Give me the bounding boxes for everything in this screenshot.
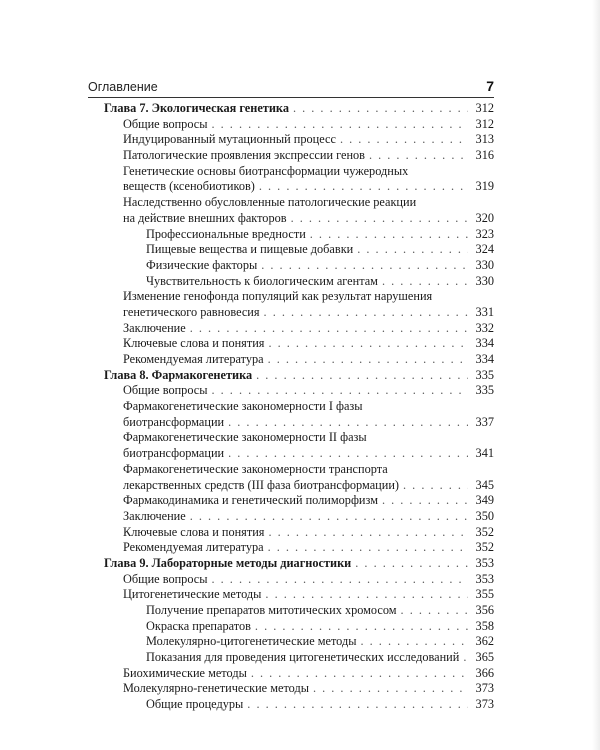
- toc-entry-page: 334: [475, 336, 494, 351]
- toc-entry-page: 345: [475, 477, 494, 492]
- toc-entry-line: [146, 274, 494, 290]
- dot-leader: [251, 666, 468, 682]
- dot-leader: [265, 587, 468, 603]
- toc-entry-line: [123, 211, 494, 227]
- dot-leader: [190, 321, 468, 337]
- toc-entry-title: Фармакодинамика и генетический полиморфизм: [123, 493, 378, 508]
- toc-entry-line: [123, 681, 494, 697]
- toc-section-entry[interactable]: [104, 211, 494, 227]
- dot-leader: [361, 634, 469, 650]
- toc-entry-page: 365: [475, 650, 494, 665]
- toc-entry-page: 352: [475, 540, 494, 555]
- dot-leader: [313, 681, 468, 697]
- toc-entry-page: 330: [475, 273, 494, 288]
- toc-entry-title: Рекомендуемая литература: [123, 352, 264, 366]
- dot-leader: [256, 368, 468, 384]
- toc-entry-title: Индуцированный мутационный процесс: [123, 132, 336, 147]
- table-of-contents: [104, 101, 494, 713]
- dot-leader: [401, 603, 468, 619]
- toc-entry-title-line: Фармакогенетические закономерности I фазы: [123, 399, 363, 414]
- toc-entry-title: Профессиональные вредности: [146, 226, 306, 241]
- toc-entry-page: 341: [475, 446, 494, 461]
- toc-subsection-entry[interactable]: [104, 258, 494, 274]
- toc-entry-page: 366: [475, 665, 494, 680]
- toc-entry-page: 373: [475, 697, 494, 712]
- toc-section-entry[interactable]: [104, 587, 494, 603]
- dot-leader: [264, 305, 468, 321]
- toc-entry-title: биотрансформации: [123, 446, 225, 461]
- toc-entry-page: 335: [475, 383, 494, 398]
- toc-section-entry[interactable]: [104, 289, 494, 305]
- toc-entry-line: [104, 368, 494, 384]
- toc-entry-page: 352: [475, 524, 494, 539]
- dot-leader: [247, 697, 468, 713]
- toc-subsection-entry[interactable]: [104, 227, 494, 243]
- toc-entry-line: [104, 556, 494, 572]
- toc-chapter-entry[interactable]: [104, 101, 494, 117]
- toc-entry-line: [146, 650, 494, 666]
- toc-entry-title: Общие вопросы: [123, 571, 208, 586]
- toc-entry-page: 319: [475, 179, 494, 194]
- toc-entry-title: Пищевые вещества и пищевые добавки: [146, 242, 354, 257]
- toc-section-entry[interactable]: [104, 352, 494, 368]
- toc-entry-line: [123, 352, 494, 368]
- toc-entry-page: 330: [475, 257, 494, 272]
- toc-entry-line: [123, 148, 494, 164]
- toc-subsection-entry[interactable]: [104, 634, 494, 650]
- dot-leader: [369, 148, 468, 164]
- toc-entry-line: [123, 666, 494, 682]
- dot-leader: [463, 650, 468, 666]
- toc-entry-line: [123, 179, 494, 195]
- toc-entry-line: [123, 446, 494, 462]
- toc-entry-title: Глава 8. Фармакогенетика: [104, 367, 253, 382]
- toc-entry-title: Глава 9. Лабораторные методы диагностики: [104, 555, 352, 570]
- toc-entry-page: 350: [475, 508, 494, 523]
- toc-section-entry[interactable]: [104, 509, 494, 525]
- toc-section-entry[interactable]: [104, 681, 494, 697]
- toc-entry-title: Ключевые слова и понятия: [123, 336, 265, 351]
- toc-entry-page: 337: [475, 414, 494, 429]
- toc-section-entry[interactable]: [104, 179, 494, 195]
- toc-entry-page: 331: [475, 304, 494, 319]
- toc-entry-line: [123, 572, 494, 588]
- dot-leader: [357, 242, 468, 258]
- toc-section-entry[interactable]: [104, 430, 494, 446]
- dot-leader: [268, 525, 468, 541]
- page-edge-shadow: [592, 0, 600, 750]
- toc-chapter-entry[interactable]: [104, 556, 494, 572]
- toc-entry-title: веществ (ксенобиотиков): [123, 179, 255, 194]
- toc-entry-title: Показания для проведения цитогенетических исследований: [146, 650, 460, 665]
- toc-entry-title: Заключение: [123, 320, 186, 335]
- toc-section-entry[interactable]: [104, 132, 494, 148]
- toc-entry-title: Молекулярно-цитогенетические методы: [146, 634, 357, 649]
- toc-section-entry[interactable]: [104, 336, 494, 352]
- toc-entry-line: [146, 697, 494, 713]
- toc-entry-title: Общие вопросы: [123, 383, 208, 398]
- toc-entry-line: [123, 493, 494, 509]
- toc-chapter-entry[interactable]: [104, 368, 494, 384]
- toc-section-entry[interactable]: [104, 446, 494, 462]
- toc-entry-line: [104, 101, 494, 117]
- toc-entry-page: 323: [475, 226, 494, 241]
- toc-entry-title: Ключевые слова и понятия: [123, 524, 265, 539]
- toc-entry-page: 356: [475, 603, 494, 617]
- toc-section-entry[interactable]: [104, 462, 494, 478]
- toc-entry-page: 316: [475, 148, 494, 163]
- toc-entry-line: [146, 619, 494, 635]
- toc-entry-title: Глава 7. Экологическая генетика: [104, 101, 289, 115]
- dot-leader: [340, 132, 468, 148]
- toc-entry-title: Биохимические методы: [123, 665, 247, 680]
- toc-entry-title: биотрансформации: [123, 414, 225, 429]
- dot-leader: [190, 509, 468, 525]
- toc-entry-line: [123, 509, 494, 525]
- toc-entry-page: 312: [475, 101, 494, 115]
- toc-section-entry[interactable]: [104, 164, 494, 180]
- toc-section-entry[interactable]: [104, 540, 494, 556]
- header-page-number: 7: [486, 78, 494, 94]
- toc-subsection-entry[interactable]: [104, 619, 494, 635]
- dot-leader: [403, 478, 468, 494]
- dot-leader: [355, 556, 468, 572]
- toc-entry-page: 362: [475, 634, 494, 649]
- toc-entry-line: [123, 336, 494, 352]
- dot-leader: [310, 227, 468, 243]
- toc-section-entry[interactable]: [104, 666, 494, 682]
- toc-entry-line: [146, 603, 494, 619]
- toc-subsection-entry[interactable]: [104, 242, 494, 258]
- toc-entry-page: 332: [475, 320, 494, 335]
- toc-entry-page: 335: [475, 367, 494, 382]
- toc-entry-page: 349: [475, 493, 494, 508]
- toc-subsection-entry[interactable]: [104, 650, 494, 666]
- toc-entry-page: 373: [475, 681, 494, 696]
- dot-leader: [268, 352, 468, 368]
- toc-entry-title: Рекомендуемая литература: [123, 540, 264, 555]
- toc-entry-line: [123, 321, 494, 337]
- toc-entry-page: 324: [475, 242, 494, 257]
- toc-entry-line: [123, 132, 494, 148]
- toc-entry-page: 353: [475, 571, 494, 586]
- dot-leader: [261, 258, 468, 274]
- toc-entry-title: Заключение: [123, 508, 186, 523]
- dot-leader: [212, 117, 469, 133]
- toc-entry-line: [123, 587, 494, 603]
- toc-entry-line: [123, 415, 494, 431]
- toc-entry-line: [123, 305, 494, 321]
- dot-leader: [212, 572, 469, 588]
- toc-entry-title-line: Изменение генофонда популяций как результат нарушения: [123, 289, 433, 304]
- dot-leader: [291, 211, 468, 227]
- toc-entry-title-line: Генетические основы биотрансформации чужеродных: [123, 163, 409, 178]
- toc-entry-page: 353: [475, 555, 494, 570]
- toc-entry-title-line: Наследственно обусловленные патологические реакции: [123, 195, 417, 210]
- dot-leader: [255, 619, 468, 635]
- toc-entry-page: 358: [475, 618, 494, 633]
- toc-entry-line: [146, 634, 494, 650]
- toc-entry-title: Молекулярно-генетические методы: [123, 681, 309, 696]
- dot-leader: [382, 493, 468, 509]
- toc-entry-title: Общие процедуры: [146, 697, 244, 712]
- toc-entry-page: 313: [475, 132, 494, 147]
- toc-entry-line: [146, 258, 494, 274]
- toc-entry-page: 355: [475, 587, 494, 602]
- dot-leader: [268, 336, 468, 352]
- toc-entry-line: [146, 227, 494, 243]
- toc-entry-title: Общие вопросы: [123, 116, 208, 131]
- header-rule: [88, 97, 494, 98]
- toc-entry-title: Получение препаратов митотических хромосом: [146, 603, 397, 617]
- toc-entry-title: Патологические проявления экспрессии генов: [123, 148, 365, 163]
- toc-entry-page: 320: [475, 210, 494, 225]
- toc-entry-title: на действие внешних факторов: [123, 210, 287, 225]
- dot-leader: [293, 101, 468, 117]
- toc-subsection-entry[interactable]: [104, 274, 494, 290]
- dot-leader: [228, 415, 468, 431]
- toc-entry-title: Цитогенетические методы: [123, 587, 262, 602]
- toc-subsection-entry[interactable]: [104, 603, 494, 619]
- toc-entry-line: [123, 540, 494, 556]
- toc-section-entry[interactable]: [104, 383, 494, 399]
- toc-entry-page: 334: [475, 352, 494, 366]
- toc-section-entry[interactable]: [104, 117, 494, 133]
- toc-subsection-entry[interactable]: [104, 697, 494, 713]
- toc-entry-line: [123, 117, 494, 133]
- toc-section-entry[interactable]: [104, 493, 494, 509]
- toc-entry-title: Чувствительность к биологическим агентам: [146, 273, 378, 288]
- toc-section-entry[interactable]: [104, 478, 494, 494]
- toc-entry-line: [123, 525, 494, 541]
- toc-section-entry[interactable]: [104, 305, 494, 321]
- toc-entry-title-line: Фармакогенетические закономерности транспорта: [123, 461, 388, 476]
- toc-entry-title-line: Фармакогенетические закономерности II фазы: [123, 430, 367, 445]
- toc-section-entry[interactable]: [104, 321, 494, 337]
- toc-section-entry[interactable]: [104, 148, 494, 164]
- toc-entry-line: [146, 242, 494, 258]
- toc-entry-title: генетического равновесия: [123, 304, 260, 319]
- toc-entry-title: лекарственных средств (III фаза биотрансформации): [123, 477, 400, 492]
- toc-section-entry[interactable]: [104, 572, 494, 588]
- toc-entry-title: Физические факторы: [146, 257, 258, 272]
- toc-entry-page: 312: [475, 116, 494, 131]
- header-title: Оглавление: [88, 80, 158, 94]
- dot-leader: [259, 179, 468, 195]
- toc-entry-line: [123, 383, 494, 399]
- toc-section-entry[interactable]: [104, 399, 494, 415]
- toc-section-entry[interactable]: [104, 415, 494, 431]
- dot-leader: [212, 383, 469, 399]
- toc-section-entry[interactable]: [104, 525, 494, 541]
- dot-leader: [382, 274, 468, 290]
- toc-section-entry[interactable]: [104, 195, 494, 211]
- dot-leader: [268, 540, 468, 556]
- toc-entry-line: [123, 478, 494, 494]
- dot-leader: [228, 446, 468, 462]
- toc-entry-title: Окраска препаратов: [146, 618, 251, 633]
